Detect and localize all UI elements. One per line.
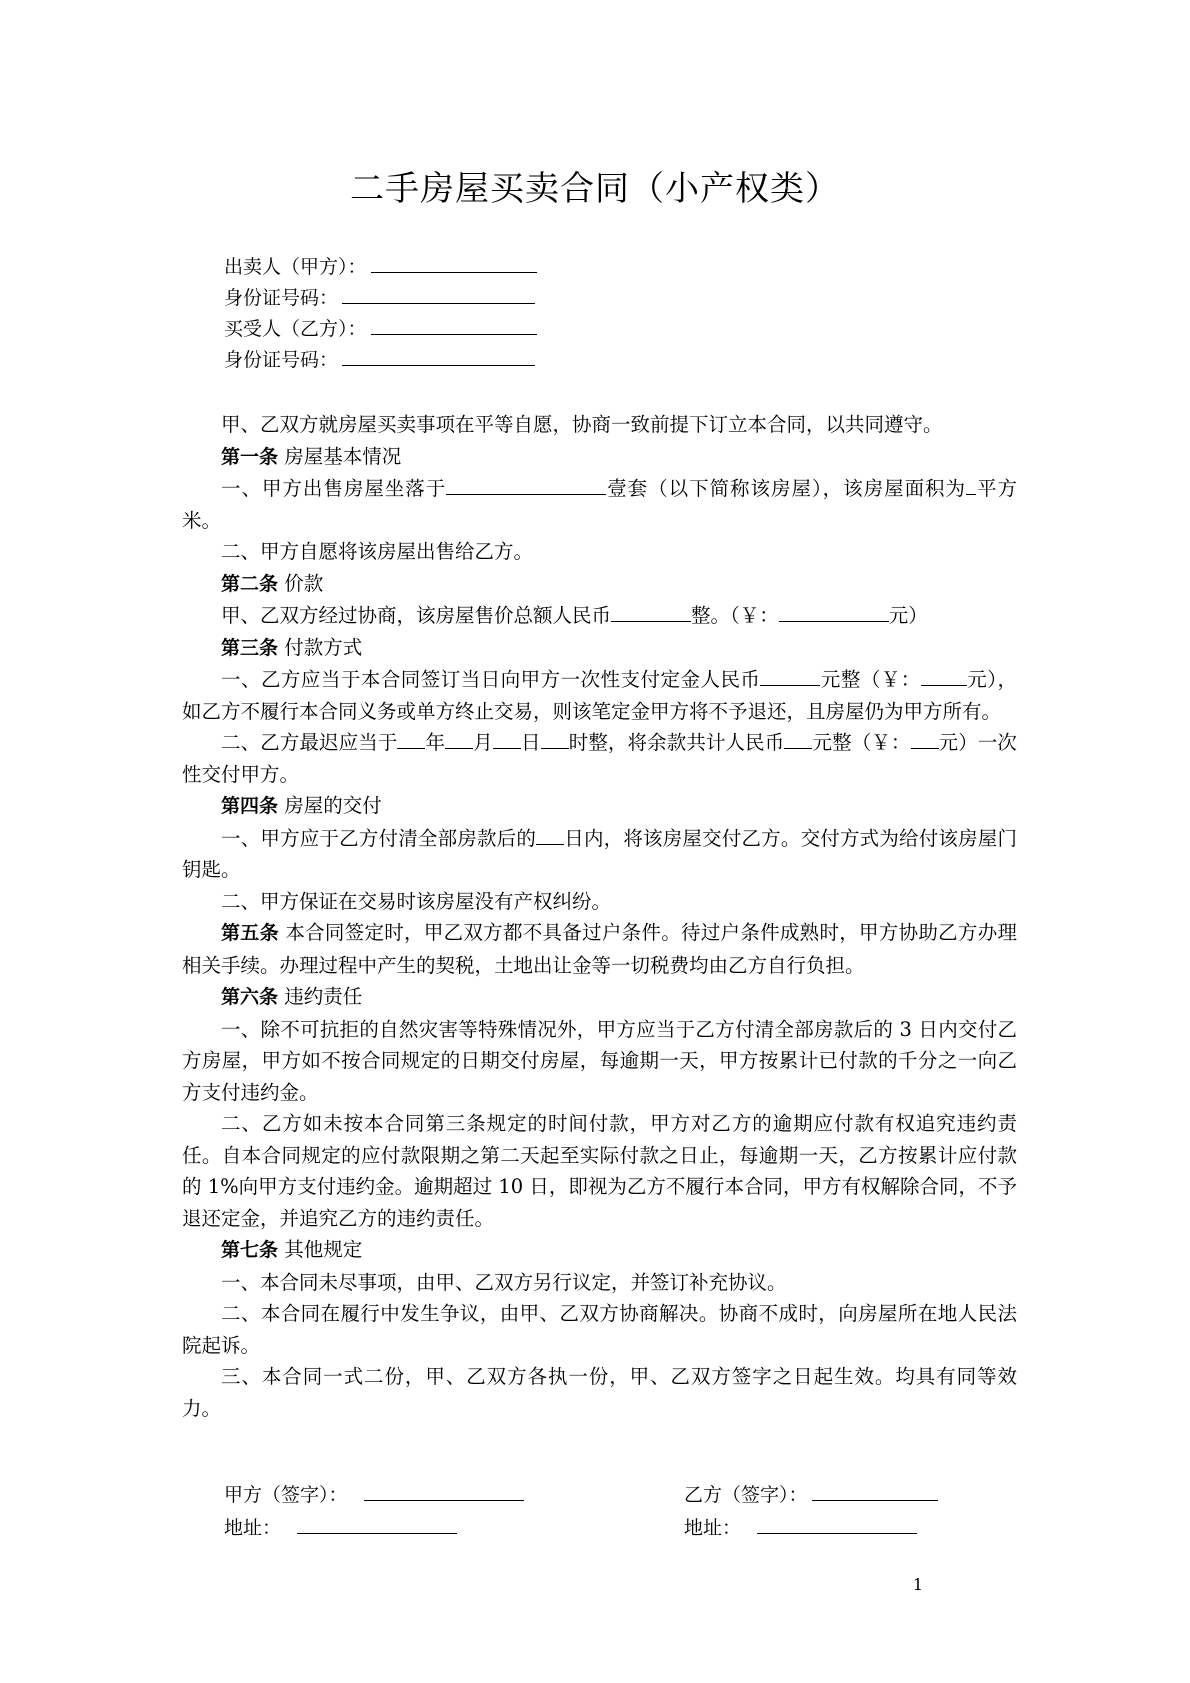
article-4-title: 房屋的交付 bbox=[284, 794, 382, 817]
party-b-signature-label: 乙方（签字）： bbox=[684, 1484, 808, 1506]
article-4-clause-1-text-a: 一、甲方应于乙方付清全部房款后的 bbox=[221, 826, 537, 850]
article-4-clause-1-text-b: 日内，将该房屋交付乙方。交付方式为给付该房屋门钥匙。 bbox=[182, 826, 1017, 881]
article-2-clause-1-text-c: 元） bbox=[888, 604, 928, 627]
article-3-clause-1-text-c: 元），如乙方不履行本合同义务或单方终止交易，则该笔定金甲方将不予退还，且房屋仍为甲方所有。 bbox=[182, 668, 1017, 723]
article-7-label: 第七条 bbox=[221, 1239, 279, 1261]
article-7-clause-3: 三、本合同一式二份，甲、乙双方各执一份，甲、乙双方签字之日起生效。均具有同等效力。 bbox=[182, 1365, 1017, 1420]
article-2-title: 价款 bbox=[284, 571, 324, 595]
seller-name-blank[interactable] bbox=[371, 252, 537, 273]
delivery-days-blank[interactable] bbox=[536, 824, 564, 845]
contract-title: 二手房屋买卖合同（小产权类） bbox=[350, 169, 840, 209]
intro-paragraph: 甲、乙双方就房屋买卖事项在平等自愿，协商一致前提下订立本合同，以共同遵守。 bbox=[221, 413, 943, 436]
article-3-clause-1-text-b: 元整（￥： bbox=[820, 668, 921, 691]
property-location-blank[interactable] bbox=[446, 474, 606, 495]
article-1-clause-1-text-b: 壹套（以下简称该房屋），该房屋面积为 bbox=[606, 477, 967, 500]
party-a-address-label: 地址： bbox=[224, 1517, 282, 1539]
article-3-label: 第三条 bbox=[221, 636, 279, 659]
article-1-clause-2: 二、甲方自愿将该房屋出售给乙方。 bbox=[221, 540, 534, 563]
article-3-heading bbox=[182, 632, 1017, 665]
article-6-heading bbox=[182, 981, 1017, 1014]
article-4-label: 第四条 bbox=[221, 795, 279, 817]
article-1-clause-1 bbox=[182, 473, 1017, 536]
buyer-name-blank[interactable] bbox=[371, 314, 537, 335]
article-1-clause-1-text-c: 平方米。 bbox=[182, 477, 1017, 532]
article-7-clause-1: 一、本合同未尽事项，由甲、乙双方另行议定，并签订补充协议。 bbox=[221, 1270, 787, 1294]
article-3-clause-1 bbox=[182, 664, 1017, 727]
article-3-clause-2-text-e: 时整，将余款共计人民币 bbox=[568, 731, 785, 754]
price-words-blank[interactable] bbox=[611, 601, 691, 622]
article-3-title: 付款方式 bbox=[284, 635, 363, 659]
article-3-clause-2-text-f: 元整（￥： bbox=[812, 731, 911, 754]
seller-id-blank[interactable] bbox=[342, 283, 535, 304]
deposit-words-blank[interactable] bbox=[760, 665, 820, 686]
article-5-paragraph bbox=[182, 917, 1017, 981]
party-a-address bbox=[224, 1512, 457, 1545]
party-a-signature-label: 甲方（签字）： bbox=[224, 1484, 348, 1506]
signature-row bbox=[224, 1479, 1024, 1512]
balance-words-blank[interactable] bbox=[784, 728, 812, 749]
signature-block bbox=[224, 1479, 1024, 1545]
article-4-heading bbox=[182, 790, 1017, 823]
article-4-clause-2: 二、甲方保证在交易时该房屋没有产权纠纷。 bbox=[221, 889, 612, 913]
balance-month-blank[interactable] bbox=[445, 728, 473, 749]
party-a-signature bbox=[224, 1479, 524, 1512]
article-5-text: 本合同签定时，甲乙双方都不具备过户条件。待过户条件成熟时，甲方协助乙方办理相关手续。办理过程中产生的契税，土地出让金等一切税费均由乙方自行负担。 bbox=[182, 921, 1017, 977]
article-6-label: 第六条 bbox=[221, 986, 279, 1008]
article-3-clause-2 bbox=[182, 727, 1017, 790]
article-5-label: 第五条 bbox=[221, 922, 279, 944]
buyer-row bbox=[224, 314, 1024, 345]
buyer-id-row bbox=[224, 345, 1024, 376]
balance-hour-blank[interactable] bbox=[541, 728, 569, 749]
article-7-heading bbox=[182, 1234, 1017, 1267]
article-7-clause-2: 二、本合同在履行中发生争议，由甲、乙双方协商解决。协商不成时，向房屋所在地人民法院起诉。 bbox=[182, 1302, 1017, 1357]
article-6-clause-2: 二、乙方如未按本合同第三条规定的时间付款，甲方对乙方的逾期应付款有权追究违约责任。自本合同规定的应付款限期之第二天起至实际付款之日止，每逾期一天，乙方按累计应付款的 1%向甲方支付违约金。逾期超过 10 日，即视为乙方不履行本合同，甲方有权解除合同，不予退还定金，并追究乙方的违约责任。 bbox=[182, 1112, 1017, 1230]
article-2-clause-1-text-b: 整。（￥： bbox=[691, 604, 779, 627]
contract-body bbox=[182, 409, 1017, 1424]
article-7-title: 其他规定 bbox=[284, 1238, 363, 1261]
seller-id-row bbox=[224, 283, 1024, 314]
party-b-signature bbox=[684, 1479, 938, 1512]
price-figure-blank[interactable] bbox=[779, 601, 889, 622]
article-3-clause-2-text-g: 元）一次性交付甲方。 bbox=[182, 731, 1017, 786]
party-a-address-blank[interactable] bbox=[297, 1513, 457, 1534]
article-1-label: 第一条 bbox=[221, 445, 279, 468]
party-b-address-label: 地址： bbox=[684, 1517, 742, 1539]
balance-figure-blank[interactable] bbox=[911, 728, 939, 749]
seller-label: 出卖人（甲方）： bbox=[224, 256, 367, 278]
buyer-label: 买受人（乙方）： bbox=[224, 318, 367, 340]
seller-id-label: 身份证号码： bbox=[224, 287, 339, 309]
address-row bbox=[224, 1512, 1024, 1545]
party-a-signature-blank[interactable] bbox=[364, 1480, 524, 1501]
article-2-heading bbox=[182, 568, 1017, 601]
article-1-title: 房屋基本情况 bbox=[284, 444, 402, 468]
party-b-signature-blank[interactable] bbox=[812, 1480, 938, 1501]
page-number: 1 bbox=[912, 1575, 923, 1594]
article-3-clause-2-text-c: 月 bbox=[473, 731, 493, 754]
party-b-address bbox=[684, 1512, 917, 1545]
party-info-block bbox=[224, 252, 1024, 376]
article-6-title: 违约责任 bbox=[284, 985, 363, 1008]
balance-day-blank[interactable] bbox=[493, 728, 521, 749]
article-1-heading bbox=[182, 441, 1017, 474]
seller-row bbox=[224, 252, 1024, 283]
buyer-id-blank[interactable] bbox=[342, 345, 535, 366]
article-4-clause-1 bbox=[182, 823, 1017, 886]
article-1-clause-1-text-a: 一、甲方出售房屋坐落于 bbox=[221, 477, 447, 500]
article-2-clause-1 bbox=[182, 600, 1017, 632]
party-b-address-blank[interactable] bbox=[757, 1513, 917, 1534]
article-6-clause-1: 一、除不可抗拒的自然灾害等特殊情况外，甲方应当于乙方付清全部房款后的 3 日内交付乙方房屋，甲方如不按合同规定的日期交付房屋，每逾期一天，甲方按累计已付款的千分之一向乙方支付违约金。 bbox=[182, 1017, 1017, 1104]
deposit-figure-blank[interactable] bbox=[921, 665, 967, 686]
article-3-clause-2-text-a: 二、乙方最迟应当于 bbox=[221, 731, 398, 754]
balance-year-blank[interactable] bbox=[397, 728, 425, 749]
article-3-clause-2-text-d: 日 bbox=[520, 731, 541, 754]
property-area-blank[interactable] bbox=[966, 474, 976, 495]
article-3-clause-2-text-b: 年 bbox=[425, 731, 446, 754]
article-2-label: 第二条 bbox=[221, 572, 279, 595]
article-2-clause-1-text-a: 甲、乙双方经过协商，该房屋售价总额人民币 bbox=[221, 604, 612, 627]
article-3-clause-1-text-a: 一、乙方应当于本合同签订当日向甲方一次性支付定金人民币 bbox=[221, 668, 761, 691]
buyer-id-label: 身份证号码： bbox=[224, 349, 339, 371]
